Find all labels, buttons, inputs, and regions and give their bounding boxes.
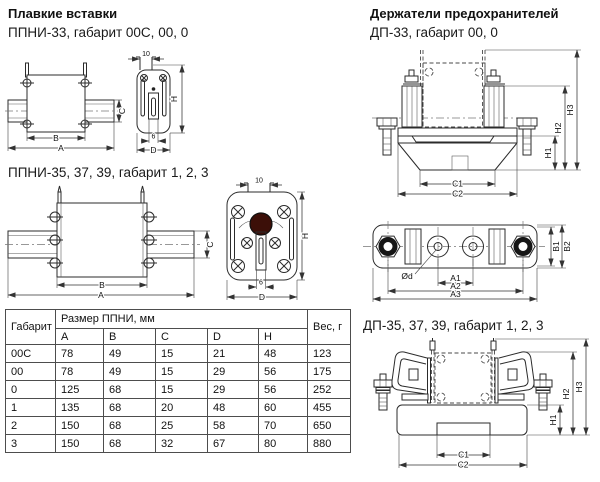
dim-label-b1: B1 [551,241,561,252]
cell: 48 [208,399,259,417]
cell: 15 [156,381,208,399]
table-row [6,399,351,417]
cell: 80 [259,435,308,453]
dim-label-a: A [58,143,64,153]
dim-label-a3: A3 [450,289,461,299]
cell: 56 [259,363,308,381]
cell: 29 [208,363,259,381]
dp-top-view-drawing [363,218,600,312]
cell: 880 [308,435,351,453]
cell: 29 [208,381,259,399]
cell: 68 [104,435,156,453]
cell: 252 [308,381,351,399]
dp33-subtitle: ДП-33, габарит 00, 0 [370,25,498,40]
cell: 56 [259,381,308,399]
cell: 60 [259,399,308,417]
dim-label-h: H [169,95,179,103]
dim-label-c: C [205,241,215,248]
ppni35-drawing [8,176,320,304]
dim-label-a1: A1 [450,273,461,283]
cell: 25 [156,417,208,435]
col-b: B [104,329,156,345]
dim-label-h2: H2 [553,122,563,134]
ppni33-front-view [128,51,185,155]
cell: 650 [308,417,351,435]
ppni35-front-view [227,178,310,303]
dim-label-10: 10 [142,51,150,58]
ppni33-drawing [8,48,200,166]
contact-clamps [402,70,505,127]
cell: 68 [104,381,156,399]
col-weight: Вес, г [308,310,351,345]
dim-label-10: 10 [255,177,263,185]
dim-label-h3: H3 [574,381,584,393]
col-gabarit: Габарит [6,310,56,345]
table-row [6,363,351,381]
cell: 150 [56,417,104,435]
col-size-group: Размер ППНИ, мм [56,310,308,329]
ppni35-subtitle: ППНИ-35, 37, 39, габарит 1, 2, 3 [8,165,209,180]
dim-label-6: 6 [259,279,263,287]
fuse-phantom [421,50,486,127]
cell: 150 [56,435,104,453]
cell: 175 [308,363,351,381]
spring-clamps [392,352,534,400]
cell: 3 [6,435,56,453]
dim-label-a2: A2 [450,281,461,291]
cell: 49 [104,345,156,363]
dim-label-a: A [98,290,104,300]
dim-label-h2: H2 [561,388,571,400]
dim-label-h1: H1 [548,414,558,426]
col-c: C [156,329,208,345]
cell: 21 [208,345,259,363]
col-h: H [259,329,308,345]
cell: 67 [208,435,259,453]
ppni33-side-view [5,63,127,153]
ppni35-side-view [5,186,215,300]
cell: 32 [156,435,208,453]
table-row [6,345,351,363]
dim-label-b2: B2 [562,241,572,252]
dim-label-d: D [258,292,266,302]
holder-base [397,405,527,435]
cell: 125 [56,381,104,399]
cell: 455 [308,399,351,417]
ppni-dimensions-table [5,309,351,453]
cell: 68 [104,417,156,435]
dim-label-c2: C2 [452,188,463,199]
dim-label-h1: H1 [543,147,553,159]
cell: 123 [308,345,351,363]
cell: 49 [104,363,156,381]
dim-label-c1: C1 [458,449,469,460]
cell: 00С [6,345,56,363]
holder-base [398,128,517,170]
cell: 15 [156,363,208,381]
cell: 70 [259,417,308,435]
dim-label-d: D [150,145,157,155]
cell: 68 [104,399,156,417]
dim-label-b: B [99,280,105,290]
table-row [6,417,351,435]
dp35-front-drawing [368,338,600,482]
cell: 0 [6,381,56,399]
fuses-section-title: Плавкие вставки [8,6,118,21]
fuse-phantom [432,344,495,403]
table-row [6,435,351,453]
cell: 20 [156,399,208,417]
dim-label-c2: C2 [457,459,469,470]
striker-dot [152,87,156,91]
dp35-subtitle: ДП-35, 37, 39, габарит 1, 2, 3 [363,318,544,333]
cell: 1 [6,399,56,417]
ppni33-subtitle: ППНИ-33, габарит 00С, 00, 0 [8,25,189,40]
dim-label-6: 6 [151,133,156,141]
dim-label-h: H [300,232,310,240]
cell: 78 [56,345,104,363]
dim-label-c1: C1 [452,178,463,189]
cell: 2 [6,417,56,435]
dim-label-b: B [53,133,59,143]
cell: 78 [56,363,104,381]
cell: 135 [56,399,104,417]
cell: 00 [6,363,56,381]
dp33-front-drawing [372,48,600,200]
col-d: D [208,329,259,345]
holders-section-title: Держатели предохранителей [370,6,559,21]
dim-label-c: C [117,107,127,115]
col-a: A [56,329,104,345]
cell: 15 [156,345,208,363]
dim-label-dia: Ød [401,271,413,281]
dim-label-h3: H3 [565,104,575,116]
cell: 58 [208,417,259,435]
table-row [6,381,351,399]
cell: 48 [259,345,308,363]
